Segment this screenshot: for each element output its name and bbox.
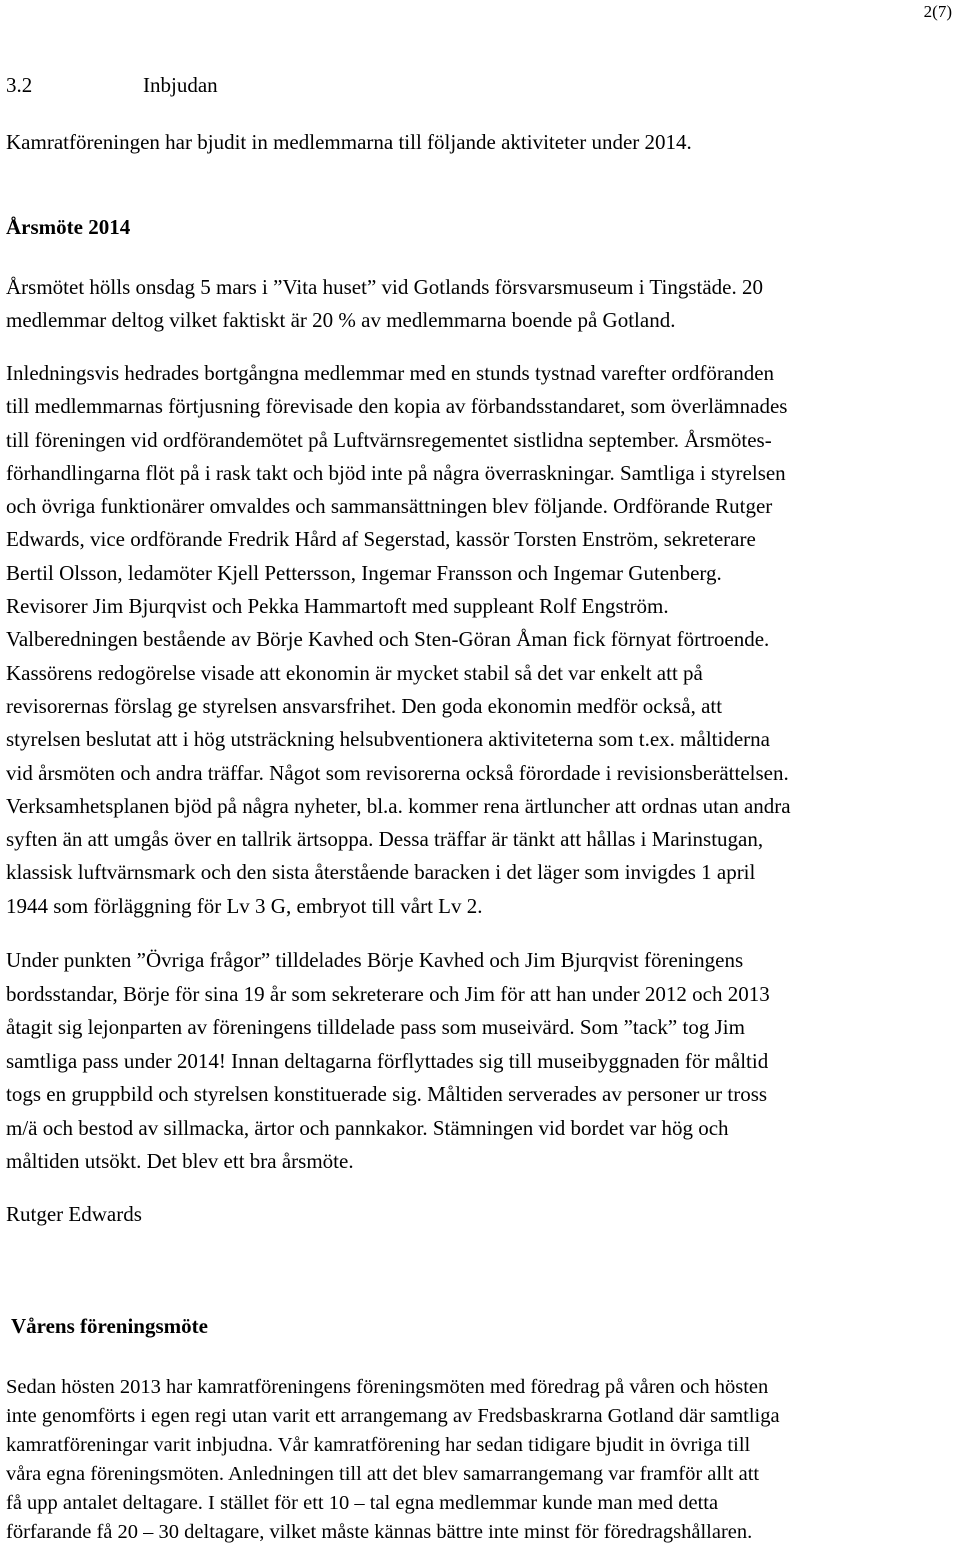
intro-text: Kamratföreningen har bjudit in medlemmarna till följande aktiviteter under 2014. — [6, 130, 692, 154]
arsmote-paragraph-2: Inledningsvis hedrades bortgångna medlemmar med en stunds tystnad varefter ordföranden till medlemmarnas förtjusning förevisade den kopia av förbandsstandaret, som överlämnades till föreningen vid ordförandemötet på Luftvärnsregementet sistlidna september. Årsmötes- förhandlingarna flöt på i rask takt och bjöd inte på några överraskningar. Samtliga i styrelsen och övriga funktionärer omvaldes och sammansättningen blev följande. Ordförande Rutger Edwards, vice ordförande Fredrik Hård af Segerstad, kassör Torsten Enström, sekreterare Bertil Olsson, ledamöter Kjell Pettersson, Ingemar Fransson och Ingemar Gutenberg. Revisorer Jim Bjurqvist och Pekka Hammartoft med suppleant Rolf Engström. Valberedningen bestående av Börje Kavhed och Sten-Göran Åman fick förnyat förtroende. Kassörens redogörelse visade att ekonomin är mycket stabil så det var enkelt att på revisorernas förslag ge styrelsen ansvarsfrihet. Den goda ekonomin medför också, att styrelsen beslutat att i hög utsträckning helsubventionera aktiviteterna som t.ex. måltiderna vid årsmöten och andra träffar. Något som revisorerna också förordade i revisionsberättelsen. Verksamhetsplanen bjöd på några nyheter, bl.a. kommer rena ärtluncher att ordnas utan andra syften än att umgås över en tallrik ärtsoppa. Dessa träffar är tänkt att hållas i Marinstugan, klassisk luftvärnsmark och den sista återstående baracken i det läger som invigdes 1 april 1944 som förläggning för Lv 3 G, embryot till vårt Lv 2. — [6, 361, 791, 918]
section-number: 3.2 — [6, 73, 33, 97]
arsmote-paragraph-1: Årsmötet hölls onsdag 5 mars i ”Vita huset” vid Gotlands försvarsmuseum i Tingstäde. 20 medlemmar deltog vilket faktiskt är 20 % av medlemmarna boende på Gotland. — [6, 275, 764, 332]
arsmote-title: Årsmöte 2014 — [6, 215, 131, 239]
section-heading — [6, 73, 218, 98]
varens-title: Vårens föreningsmöte — [11, 1314, 208, 1338]
page-number: 2(7) — [923, 2, 952, 21]
signature: Rutger Edwards — [6, 1202, 142, 1226]
varens-paragraph: Sedan hösten 2013 har kamratföreningens föreningsmöten med föredrag på våren och hösten inte genomförts i egen regi utan varit ett arrangemang av Fredsbaskrarna Gotland där samtliga kamratföreningar varit inbjudna. Vår kamratförening har sedan tidigare bjudit in övriga till våra egna föreningsmöten. Anledningen till att det blev samarrangemang var framför allt att få upp antalet deltagare. I stället för ett 10 – tal egna medlemmar kunde man med detta förfarande få 20 – 30 deltagare, vilket måste kännas bättre inte minst för föredragshållaren. — [6, 1376, 780, 1543]
arsmote-paragraph-3: Under punkten ”Övriga frågor” tilldelades Börje Kavhed och Jim Bjurqvist föreningens bordsstandar, Börje för sina 19 år som sekreterare och Jim för att han under 2012 och 2013 åtagit sig lejonparten av föreningens tilldelade pass som museivärd. Som ”tack” tog Jim samtliga pass under 2014! Innan deltagarna förflyttades sig till museibyggnaden för måltid togs en gruppbild och styrelsen konstituerade sig. Måltiden serverades av personer ur tross m/ä och bestod av sillmacka, ärtor och pannkakor. Stämningen vid bordet var hög och måltiden utsökt. Det blev ett bra årsmöte. — [6, 948, 770, 1173]
section-title: Inbjudan — [143, 73, 218, 97]
